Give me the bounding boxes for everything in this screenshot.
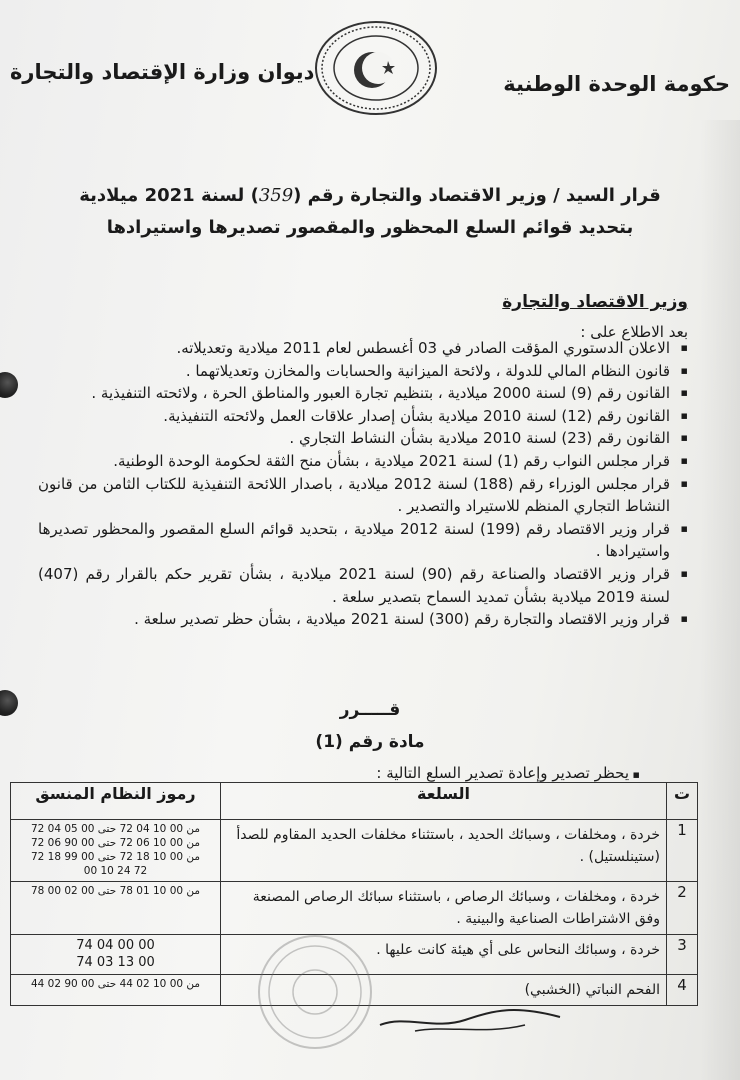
decision-title-suffix: ) لسنة 2021 ميلادية xyxy=(79,185,259,206)
decision-number: 359 xyxy=(258,185,294,206)
list-item: ▪ قرار مجلس الوزراء رقم (188) لسنة 2012 ميلادية ، باصدار اللائحة التنفيذية للكتاب الثامن من قانون النشاط التجاري المنظم للاستيراد والتصدير . xyxy=(38,473,688,518)
handwritten-signature xyxy=(375,995,565,1040)
row-goods: خردة ، ومخلفات ، وسبائك الرصاص ، باستثناء سبائك الرصاص المصنعة وفق الاشتراطات الصناعية والبينية . xyxy=(221,882,667,935)
row-codes xyxy=(11,935,221,975)
list-item: ▪ القانون رقم (12) لسنة 2010 ميلادية بشأن إصدار علاقات العمل ولائحته التنفيذية. xyxy=(38,405,688,428)
list-item: ▪ قرار وزير الاقتصاد والتجارة رقم (300) لسنة 2021 ميلادية ، بشأن حظر تصدير سلعة . xyxy=(38,608,688,631)
list-item: ▪ الاعلان الدستوري المؤقت الصادر في 03 أغسطس لعام 2011 ميلادية وتعديلاته. xyxy=(38,337,688,360)
list-item: ▪ القانون رقم (23) لسنة 2010 ميلادية بشأن النشاط التجاري . xyxy=(38,427,688,450)
punch-hole xyxy=(0,372,18,398)
row-goods: خردة ، وسبائك النحاس على أي هيئة كانت عليها . xyxy=(221,935,667,975)
row-index: 3 xyxy=(667,935,698,975)
column-header-codes: رموز النظام المنسق xyxy=(11,783,221,820)
decision-subject: بتحديد قوائم السلع المحظور والمقصور تصديرها واستيرادها xyxy=(106,217,634,238)
hs-code: 00 10 24 72 xyxy=(83,865,148,877)
list-item: ▪ القانون رقم (9) لسنة 2000 ميلادية ، بتنظيم تجارة العبور والمناطق الحرة ، ولائحته التنفيذية . xyxy=(38,382,688,405)
hs-code: من 00 10 06 72 حتى 00 90 06 72 xyxy=(30,837,201,849)
table-header-row xyxy=(11,783,698,820)
official-stamp xyxy=(255,932,375,1052)
list-item: ▪ قانون النظام المالي للدولة ، ولائحة الميزانية والحسابات والمخازن وتعديلاتهما . xyxy=(38,360,688,383)
hs-code: من 00 10 01 78 حتى 00 02 00 78 xyxy=(30,885,201,897)
column-header-goods: السلعة xyxy=(221,783,667,820)
row-codes xyxy=(11,975,221,1006)
row-goods: خردة ، ومخلفات ، وسبائك الحديد ، باستثناء مخلفات الحديد المقاوم للصدأ (ستينلستيل) . xyxy=(221,820,667,882)
decides-heading: قـــــرر xyxy=(339,700,401,720)
premises-list xyxy=(38,337,688,631)
table-row xyxy=(11,882,698,935)
list-item: ▪ قرار وزير الاقتصاد رقم (199) لسنة 2012 ميلادية ، بتحديد قوائم السلع المقصور والمحظور تصديرها واستيرادها . xyxy=(38,518,688,563)
decision-title xyxy=(40,180,700,244)
government-name: حكومة الوحدة الوطنية xyxy=(503,72,730,96)
decision-title-prefix: قرار السيد / وزير الاقتصاد والتجارة رقم ( xyxy=(293,185,661,206)
list-item: ▪ قرار مجلس النواب رقم (1) لسنة 2021 ميلادية ، بشأن منح الثقة لحكومة الوحدة الوطنية. xyxy=(38,450,688,473)
list-item: ▪ قرار وزير الاقتصاد والصناعة رقم (90) لسنة 2021 ميلادية ، بشأن تقرير حكم بالقرار رقم (407) لسنة 2019 ميلادية بشأن تمديد السماح بتصدير سلعة . xyxy=(38,563,688,608)
ministry-office-name: ديوان وزارة الإقتصاد والتجارة xyxy=(10,60,315,84)
hs-code: من 00 10 04 72 حتى 00 05 04 72 xyxy=(30,823,201,835)
minister-heading: وزير الاقتصاد والتجارة xyxy=(502,292,688,312)
hs-code: من 00 10 18 72 حتى 00 99 18 72 xyxy=(30,851,201,863)
page-fold-shadow xyxy=(700,120,740,1080)
hs-code: من 00 10 02 44 حتى 00 90 02 44 xyxy=(30,978,201,990)
row-goods: الفحم النباتي (الخشبي) xyxy=(221,975,667,1006)
column-header-index: ت xyxy=(667,783,698,820)
row-codes xyxy=(11,820,221,882)
hs-code: 74 04 00 00 xyxy=(76,938,155,953)
row-codes xyxy=(11,882,221,935)
article-title: مادة رقم (1) xyxy=(315,732,425,752)
ban-intro: ▪ يحظر تصدير وإعادة تصدير السلع التالية : xyxy=(376,764,640,782)
row-index: 4 xyxy=(667,975,698,1006)
row-index: 1 xyxy=(667,820,698,882)
hs-code: 74 03 13 00 xyxy=(76,955,155,970)
table-row xyxy=(11,820,698,882)
government-emblem xyxy=(312,18,440,118)
row-index: 2 xyxy=(667,882,698,935)
after-review-label: بعد الاطلاع على : xyxy=(580,323,688,341)
